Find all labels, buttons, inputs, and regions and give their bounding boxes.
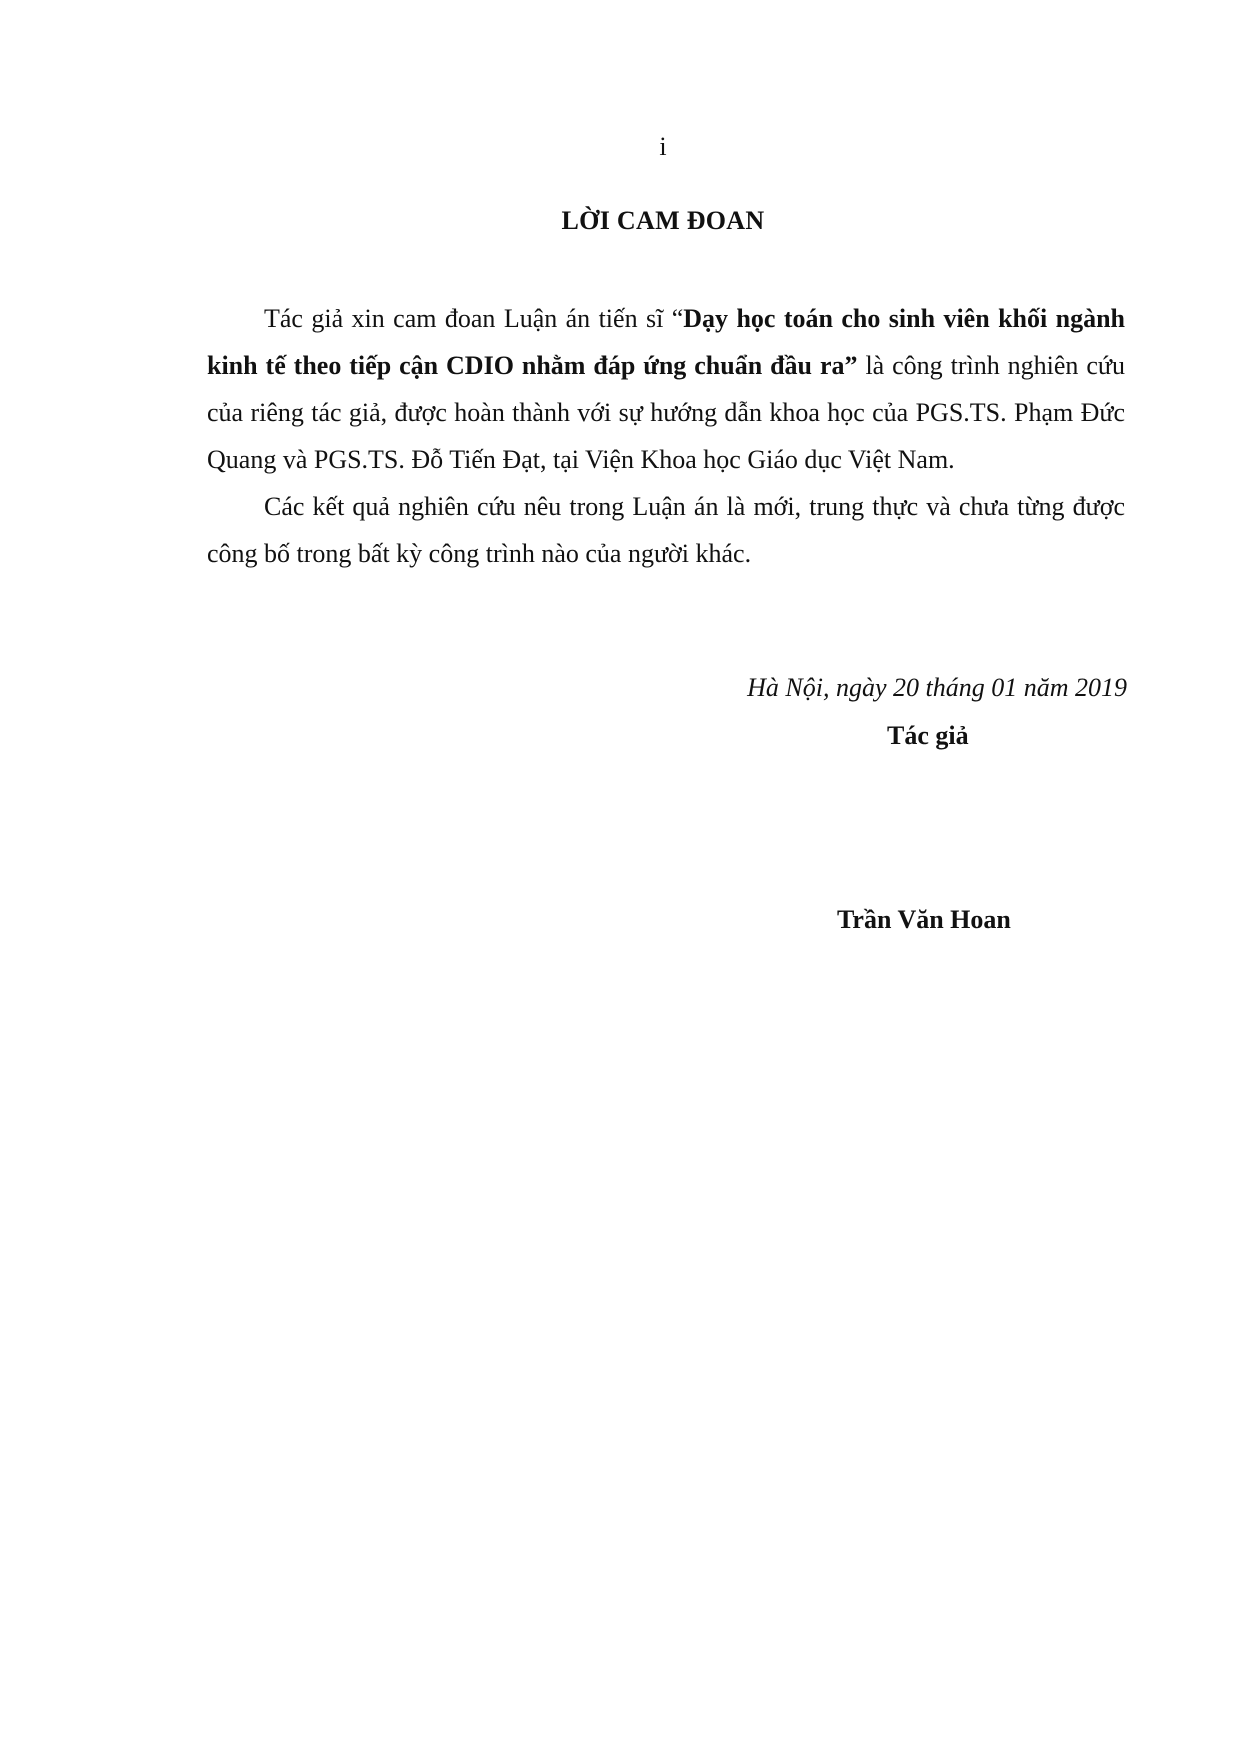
paragraph-1 bbox=[207, 295, 1125, 483]
signature-place-date: Hà Nội, ngày 20 tháng 01 năm 2019 bbox=[747, 673, 1127, 702]
signature-role: Tác giả bbox=[887, 721, 969, 750]
thesis-title: Dạy học toán cho sinh viên khối ngành kinh tế theo tiếp cận CDIO nhằm đáp ứng chuẩn đầu ra” bbox=[207, 304, 1125, 380]
paragraph-2: Các kết quả nghiên cứu nêu trong Luận án là mới, trung thực và chưa từng được công bố trong bất kỳ công trình nào của người khác. bbox=[207, 492, 1125, 568]
paragraph-1-intro: Tác giả xin cam đoan Luận án tiến sĩ “ bbox=[264, 304, 684, 333]
signature-name: Trần Văn Hoan bbox=[837, 905, 1011, 934]
page-title: LỜI CAM ĐOAN bbox=[561, 206, 765, 235]
page-number: i bbox=[659, 132, 667, 161]
paragraph-1-rest: là công trình nghiên cứu của riêng tác giả, được hoàn thành với sự hướng dẫn khoa học của PGS.TS. Phạm Đức Quang và PGS.TS. Đỗ Tiến Đạt, tại Viện Khoa học Giáo dục Việt Nam. bbox=[207, 351, 1125, 474]
declaration-body bbox=[207, 295, 1125, 577]
